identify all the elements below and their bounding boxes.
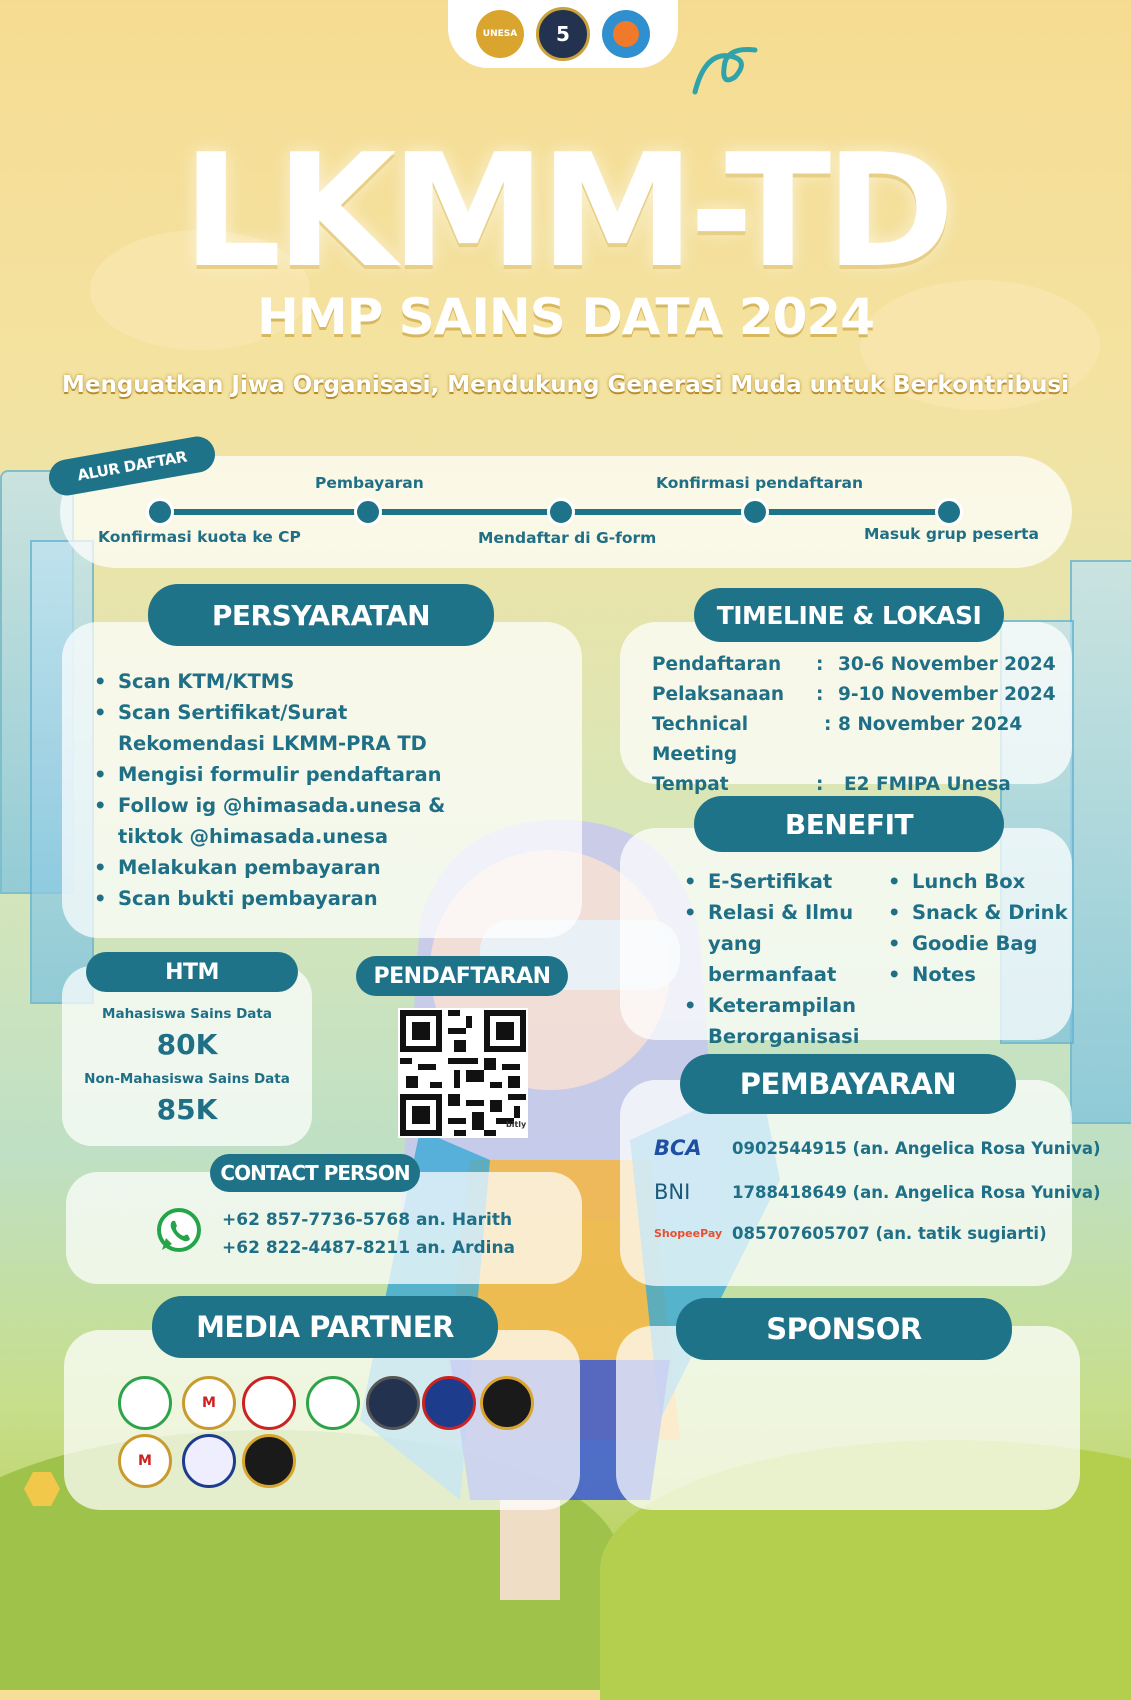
contact-line: +62 822-4487-8211 an. Ardina bbox=[222, 1238, 516, 1258]
alur-step-dot bbox=[547, 498, 575, 526]
benefit-item: • Goodie Bag bbox=[912, 928, 1070, 959]
requirement-item: • Scan Sertifikat/Surat Rekomendasi LKMM-PRA TD bbox=[118, 697, 478, 759]
benefit-item: • Notes bbox=[912, 959, 1070, 990]
alur-step-label: Pembayaran bbox=[315, 474, 424, 492]
media-partner-logo bbox=[118, 1376, 172, 1430]
page-title: LKMM-TD bbox=[182, 120, 949, 302]
media-partner-logo bbox=[480, 1376, 534, 1430]
cabinet-logo bbox=[602, 10, 650, 58]
htm-mahasiswa-price: 80K bbox=[156, 1028, 218, 1061]
contact-title: CONTACT PERSON bbox=[210, 1154, 420, 1192]
requirement-item: • Melakukan pembayaran bbox=[118, 852, 496, 883]
timeline-row: Pendaftaran : 30-6 November 2024 bbox=[652, 654, 1056, 675]
alur-step-label: Konfirmasi kuota ke CP bbox=[98, 528, 301, 546]
unesa-logo: UNESA bbox=[476, 10, 524, 58]
benefit-item: • E-Sertifikat bbox=[708, 866, 886, 897]
payment-row bbox=[654, 1136, 1101, 1160]
logo-bar bbox=[448, 0, 678, 68]
timeline-row: Pelaksanaan : 9-10 November 2024 bbox=[652, 684, 1056, 705]
qr-caption: bitly bbox=[506, 1120, 527, 1129]
payment-row bbox=[654, 1180, 1101, 1204]
htm-title: HTM bbox=[86, 952, 298, 992]
media-partner-logo: M bbox=[118, 1434, 172, 1488]
alur-step-label: Konfirmasi pendaftaran bbox=[656, 474, 864, 492]
requirement-item: • Scan bukti pembayaran bbox=[118, 883, 496, 914]
htm-mahasiswa-label: Mahasiswa Sains Data bbox=[102, 1006, 272, 1022]
media-partner-logo bbox=[182, 1434, 236, 1488]
payment-row bbox=[654, 1224, 1047, 1243]
qr-code-icon bbox=[400, 1010, 526, 1136]
sponsor-title: SPONSOR bbox=[676, 1298, 1012, 1360]
media-partner-logo bbox=[366, 1376, 420, 1430]
media-partner-logo: M bbox=[182, 1376, 236, 1430]
alur-step-label: Masuk grup peserta bbox=[864, 525, 1039, 543]
timeline-row: Technical Meeting : 8 November 2024 bbox=[652, 714, 1023, 765]
alur-step-dot bbox=[741, 498, 769, 526]
timeline-title: TIMELINE & LOKASI bbox=[694, 588, 1004, 642]
benefit-list-left bbox=[686, 866, 886, 1052]
tagline: Menguatkan Jiwa Organisasi, Mendukung Generasi Muda untuk Berkontribusi bbox=[61, 372, 1070, 398]
htm-non-price: 85K bbox=[156, 1093, 218, 1126]
requirement-item: • Scan KTM/KTMS bbox=[118, 666, 496, 697]
payment-account: 1788418649 (an. Angelica Rosa Yuniva) bbox=[732, 1182, 1101, 1202]
timeline-table bbox=[652, 650, 1072, 800]
benefit-title: BENEFIT bbox=[694, 796, 1004, 852]
benefit-item: • Lunch Box bbox=[912, 866, 1070, 897]
bni-logo: BNI bbox=[654, 1180, 691, 1204]
persyaratan-title: PERSYARATAN bbox=[148, 584, 494, 646]
payment-account: 0902544915 (an. Angelica Rosa Yuniva) bbox=[732, 1138, 1101, 1158]
htm-non-label: Non-Mahasiswa Sains Data bbox=[84, 1071, 290, 1087]
swirl-icon bbox=[690, 42, 760, 102]
contact-line: +62 857-7736-5768 an. Harith bbox=[222, 1210, 513, 1230]
alur-step-label: Mendaftar di G-form bbox=[478, 529, 657, 547]
timeline-row: Tempat : E2 FMIPA Unesa bbox=[652, 774, 1011, 795]
alur-step-dot bbox=[935, 498, 963, 526]
building-decoration bbox=[1070, 560, 1131, 1124]
qr-code[interactable] bbox=[398, 1008, 528, 1138]
shopeepay-logo: ShopeePay bbox=[654, 1227, 723, 1240]
payment-account: 085707605707 (an. tatik sugiarti) bbox=[732, 1224, 1047, 1243]
benefit-list-right bbox=[890, 866, 1070, 990]
alur-step-dot bbox=[146, 498, 174, 526]
alur-badge: ALUR DAFTAR bbox=[46, 434, 218, 499]
benefit-item: • Snack & Drink bbox=[912, 897, 1070, 928]
benefit-item: • Relasi & Ilmu yang bermanfaat bbox=[708, 897, 884, 990]
media-partner-logo bbox=[306, 1376, 360, 1430]
requirement-item: • Mengisi formulir pendaftaran bbox=[118, 759, 496, 790]
pendaftaran-title: PENDAFTARAN bbox=[356, 956, 568, 996]
persyaratan-list bbox=[96, 666, 496, 914]
alur-step-dot bbox=[354, 498, 382, 526]
himasada-logo: 5 bbox=[536, 7, 590, 61]
whatsapp-icon bbox=[154, 1206, 204, 1256]
bca-logo: BCA bbox=[654, 1136, 702, 1160]
media-partner-logo bbox=[422, 1376, 476, 1430]
media-partner-logo bbox=[242, 1376, 296, 1430]
requirement-item: • Follow ig @himasada.unesa & tiktok @himasada.unesa bbox=[118, 790, 488, 852]
benefit-item: • Keterampilan Berorganisasi bbox=[708, 990, 858, 1052]
page-subtitle: HMP SAINS DATA 2024 bbox=[256, 288, 875, 346]
media-partner-title: MEDIA PARTNER bbox=[152, 1296, 498, 1358]
pembayaran-title: PEMBAYARAN bbox=[680, 1054, 1016, 1114]
media-partner-logo bbox=[242, 1434, 296, 1488]
